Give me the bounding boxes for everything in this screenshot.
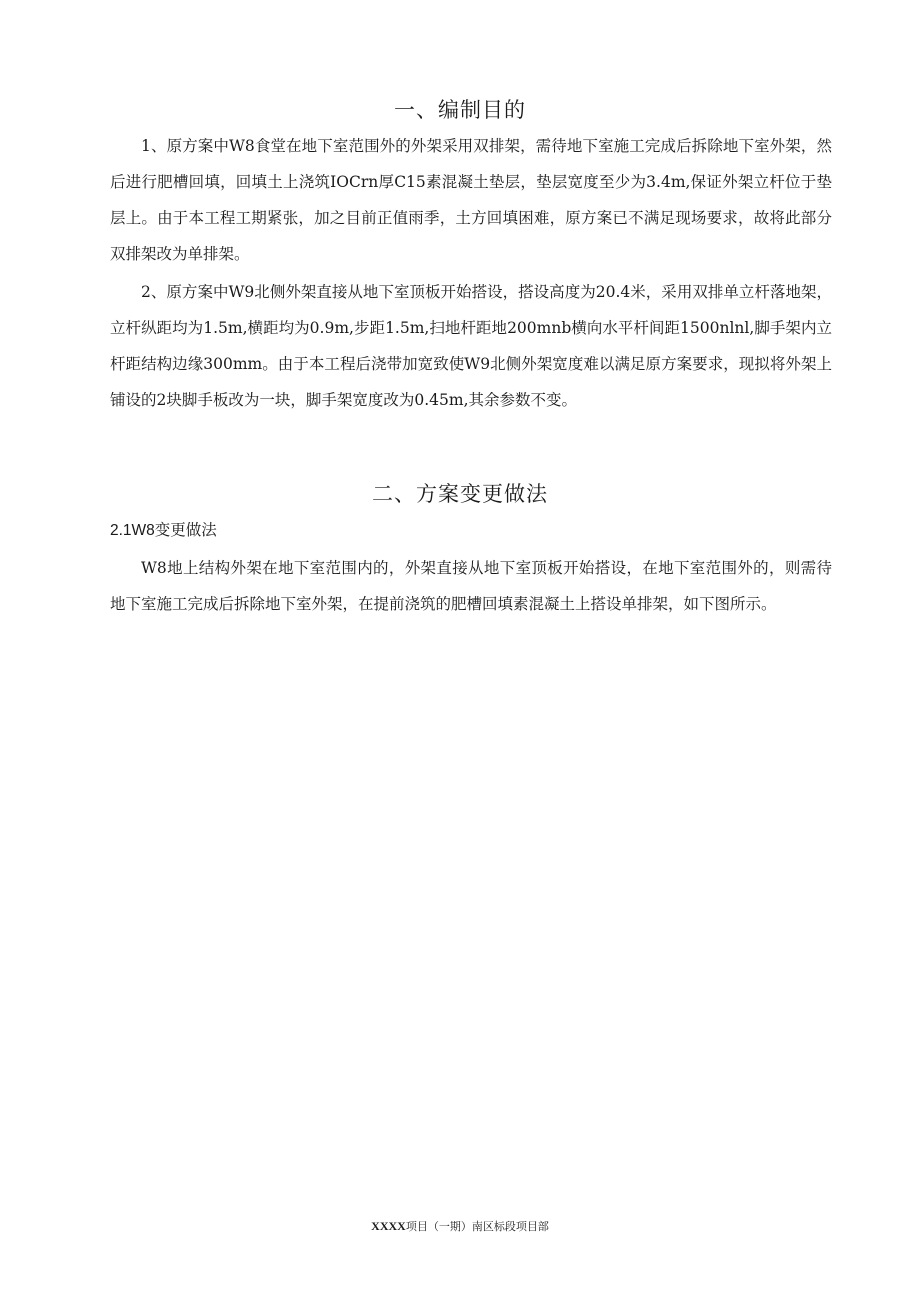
section-2-title: 二、方案变更做法 (372, 482, 548, 506)
section-1-title: 一、编制目的 (394, 98, 526, 122)
page-footer (0, 1218, 920, 1234)
footer-project-code: XXXX (371, 1219, 406, 1233)
section-1-paragraph-1: 1、原方案中W8食堂在地下室范围外的外架采用双排架，需待地下室施工完成后拆除地下室外架，然后进行肥槽回填，回填土上浇筑IOCrn厚C15素混凝土垫层，垫层宽度至少为3.4m,保证外架立杆位于垫层上。由于本工程工期紧张，加之目前正值雨季，土方回填困难，原方案已不满足现场要求，故将此部分双排架改为单排架。 (110, 137, 832, 263)
section-1-paragraph-2: 2、原方案中W9北侧外架直接从地下室顶板开始搭设，搭设高度为20.4米，采用双排单立杆落地架，立杆纵距均为1.5m,横距均为0.9m,步距1.5m,扫地杆距地200mnb横向水平杆间距1500nlnl,脚手架内立杆距结构边缘300mm。由于本工程后浇带加宽致使W9北侧外架宽度难以满足原方案要求，现拟将外架上铺设的2块脚手板改为一块，脚手架宽度改为0.45m,其余参数不变。 (110, 283, 832, 409)
section-2-paragraph: W8地上结构外架在地下室范围内的，外架直接从地下室顶板开始搭设，在地下室范围外的，则需待地下室施工完成后拆除地下室外架，在提前浇筑的肥槽回填素混凝土上搭设单排架，如下图所示。 (110, 559, 832, 613)
footer-project-text: 项目（一期）南区标段项目部 (405, 1221, 549, 1233)
subsection-2-1-title: 2.1W8变更做法 (110, 522, 217, 539)
